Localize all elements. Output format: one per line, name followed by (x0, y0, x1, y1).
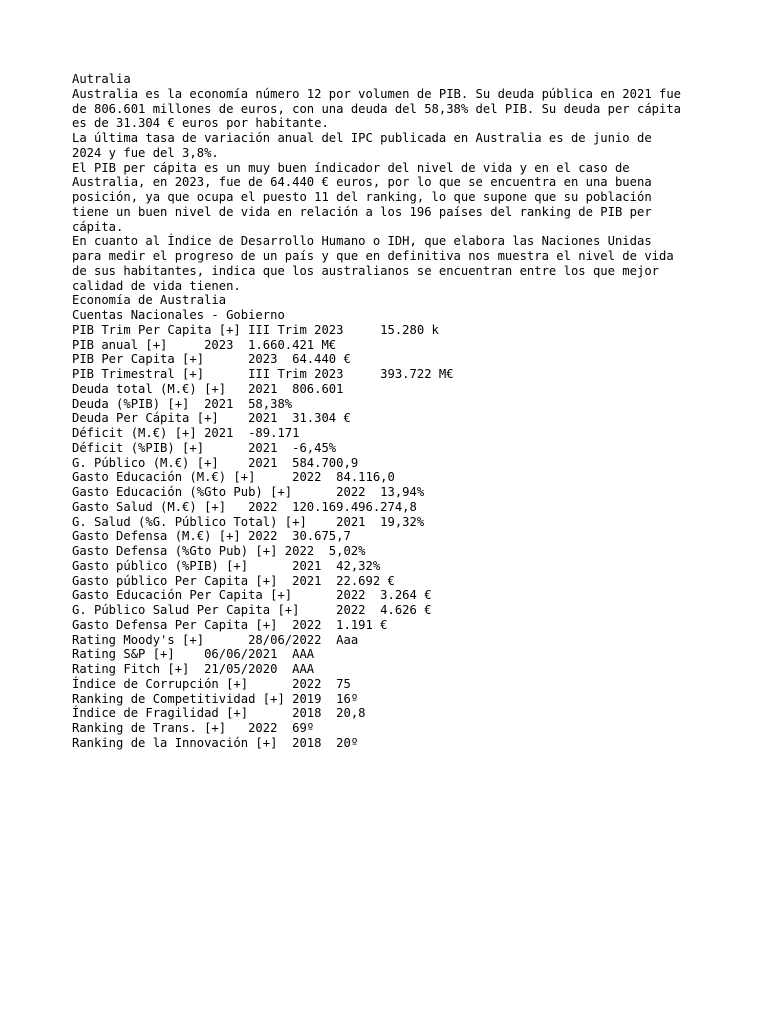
indicator-row: PIB anual [+] 2023 1.660.421 M€ (72, 337, 337, 352)
indicator-row: PIB Per Capita [+] 2023 64.440 € (72, 352, 351, 367)
indicator-row: Gasto Educación (M.€) [+] 2022 84.116,0 (72, 470, 395, 485)
indicator-row: Deuda Per Cápita [+] 2021 31.304 € (72, 411, 351, 426)
indicator-row: Ranking de la Innovación [+] 2018 20º (72, 735, 359, 750)
indicator-row: Gasto Educación (%Gto Pub) [+] 2022 13,94% (72, 485, 425, 499)
paragraph-economy-rank: Australia es la economía número 12 por volumen de PIB. Su deuda pública en 2021 fue de 806.601 millones de euros, con una deuda del 58,38% del PIB. Su deuda per cápita es de 31.304 € euros por habitante. (72, 86, 682, 131)
indicator-row: Deuda total (M.€) [+] 2021 806.601 (72, 381, 344, 396)
indicator-row: Gasto público Per Capita [+] 2021 22.692 € (72, 573, 395, 588)
indicator-row: Gasto Defensa (%Gto Pub) [+] 2022 5,02% (72, 544, 366, 558)
indicator-row: Rating S&P [+] 06/06/2021 AAA (72, 647, 315, 662)
indicator-row: Gasto Educación Per Capita [+] 2022 3.264 € (72, 588, 432, 603)
indicator-row: G. Salud (%G. Público Total) [+] 2021 19,32% (72, 514, 425, 529)
section-subtitle: Cuentas Nacionales - Gobierno (72, 308, 285, 322)
section-title: Economía de Australia (72, 293, 227, 308)
indicator-row: Índice de Corrupción [+] 2022 75 (72, 676, 351, 691)
document-title: Autralia (72, 72, 131, 86)
indicator-row: PIB Trimestral [+] III Trim 2023 393.722 M€ (72, 367, 454, 381)
indicator-row: G. Público Salud Per Capita [+] 2022 4.626 € (72, 603, 432, 617)
indicator-row: Gasto Defensa (M.€) [+] 2022 30.675,7 (72, 529, 351, 544)
indicator-row: Déficit (%PIB) [+] 2021 -6,45% (72, 440, 337, 455)
indicator-row: Índice de Fragilidad [+] 2018 20,8 (72, 706, 366, 721)
indicator-row: Gasto Defensa Per Capita [+] 2022 1.191 € (72, 617, 388, 632)
indicator-row: Gasto Salud (M.€) [+] 2022 120.169.496.274,8 (72, 499, 417, 514)
indicator-row: Déficit (M.€) [+] 2021 -89.171 (72, 426, 300, 440)
paragraph-idh: En cuanto al Índice de Desarrollo Humano o IDH, que elabora las Naciones Unidas para medir el progreso de un país y que en definitiva nos muestra el nivel de vida de sus habitantes, indica que los australianos se encuentran entre los que mejor calidad de vida tienen. (72, 234, 674, 293)
indicator-list (72, 323, 702, 751)
indicator-row: Ranking de Trans. [+] 2022 69º (72, 721, 315, 735)
indicator-row: Ranking de Competitividad [+] 2019 16º (72, 691, 359, 706)
indicator-row: PIB Trim Per Capita [+] III Trim 2023 15.280 k (72, 322, 439, 337)
indicator-row: Rating Moody's [+] 28/06/2022 Aaa (72, 632, 359, 647)
indicator-row: Gasto público (%PIB) [+] 2021 42,32% (72, 558, 381, 573)
document-body (72, 72, 702, 751)
paragraph-ipc: La última tasa de variación anual del IPC publicada en Australia es de junio de 2024 y fue del 3,8%. (72, 131, 652, 160)
indicator-row: Deuda (%PIB) [+] 2021 58,38% (72, 396, 293, 411)
indicator-row: Rating Fitch [+] 21/05/2020 AAA (72, 662, 315, 676)
paragraph-pib-per-capita: El PIB per cápita es un muy buen índicador del nivel de vida y en el caso de Australia, en 2023, fue de 64.440 € euros, por lo que se encuentra en una buena posición, ya que ocupa el puesto 11 del ranking, lo que supone que su población tiene un buen nivel de vida en relación a los 196 países del ranking de PIB per cápita. (72, 160, 652, 234)
indicator-row: G. Público (M.€) [+] 2021 584.700,9 (72, 455, 359, 470)
